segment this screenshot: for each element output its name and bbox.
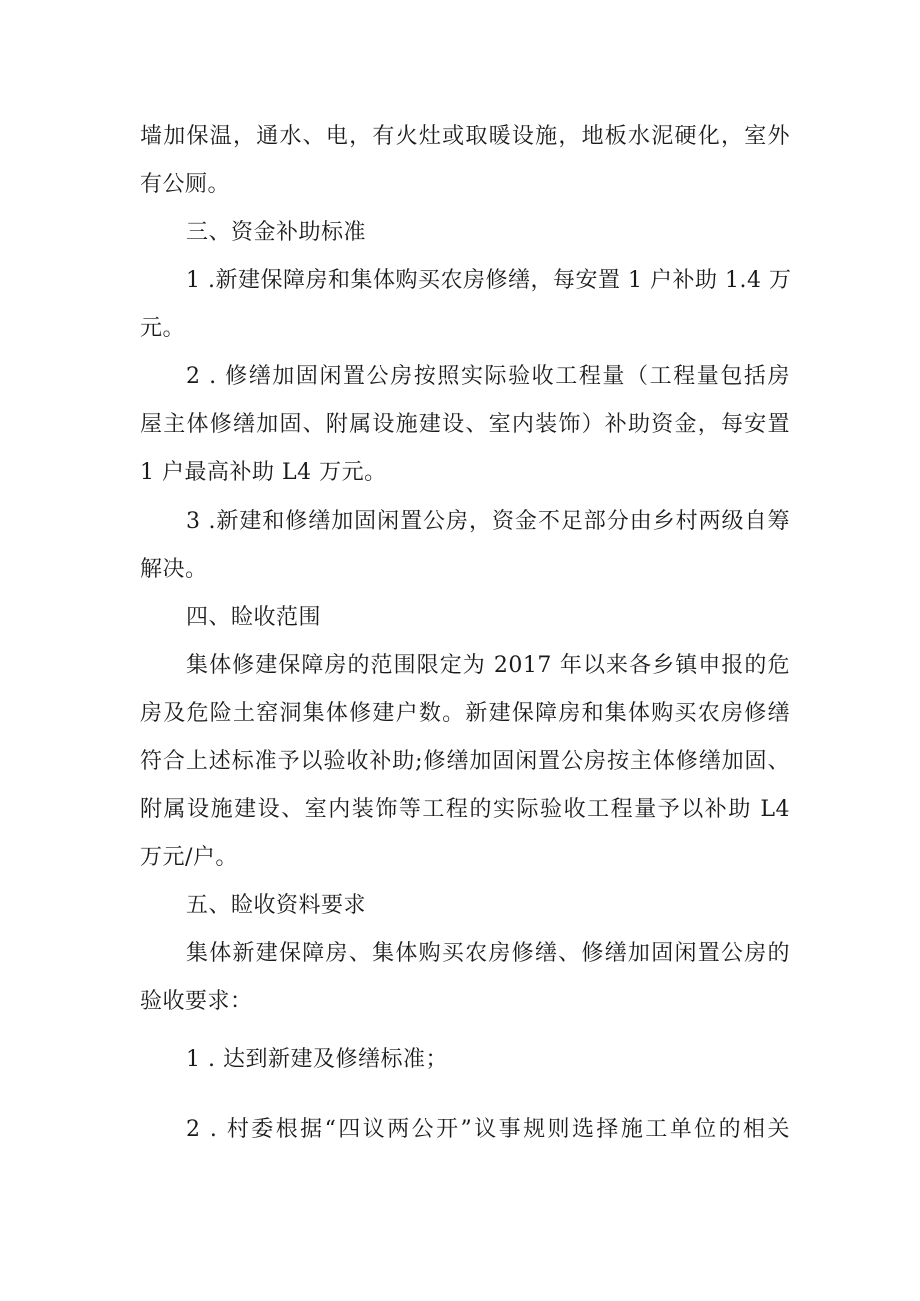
body-text-line: 附属设施建设、室内装饰等工程的实际验收工程量予以补助 L4 xyxy=(140,797,790,822)
list-item-line: 2 . 村委根据“四议两公开”议事规则选择施工单位的相关 xyxy=(186,1117,790,1142)
list-item-line: 2 . 修缮加固闲置公房按照实际验收工程量（工程量包括房 xyxy=(186,364,790,389)
list-item-line: 1 . 达到新建及修缮标准； xyxy=(186,1047,448,1072)
body-text-line: 验收要求： xyxy=(140,989,253,1014)
body-text-line: 1 户最高补助 L4 万元。 xyxy=(140,460,387,485)
list-item-line: 3 .新建和修缮加固闲置公房，资金不足部分由乡村两级自筹 xyxy=(186,509,790,534)
body-text-line: 墙加保温，通水、电，有火灶或取暖设施，地板水泥硬化，室外 xyxy=(140,124,790,149)
body-text-line: 符合上述标准予以验收补助;修缮加固闲置公房按主体修缮加固、 xyxy=(140,749,790,774)
body-text-line: 房及危险土窑洞集体修建户数。新建保障房和集体购买农房修缮 xyxy=(140,701,790,726)
body-text-line: 有公厕。 xyxy=(140,172,231,197)
section-heading: 四、睑收范围 xyxy=(186,605,322,630)
body-text-line: 解决。 xyxy=(140,557,208,582)
body-text-line: 元。 xyxy=(140,316,186,341)
section-heading: 五、睑收资料要求 xyxy=(186,893,367,918)
body-text-line: 万元/户。 xyxy=(140,845,238,870)
section-heading: 三、资金补助标准 xyxy=(186,220,367,245)
body-text-line: 集体修建保障房的范围限定为 2017 年以来各乡镇申报的危 xyxy=(186,653,790,678)
list-item-line: 1 .新建保障房和集体购买农房修缮，每安置 1 户补助 1.4 万 xyxy=(186,268,792,293)
body-text-line: 集体新建保障房、集体购买农房修缮、修缮加固闲置公房的 xyxy=(186,941,790,966)
body-text-line: 屋主体修缮加固、附属设施建设、室内装饰）补助资金，每安置 xyxy=(140,412,790,437)
